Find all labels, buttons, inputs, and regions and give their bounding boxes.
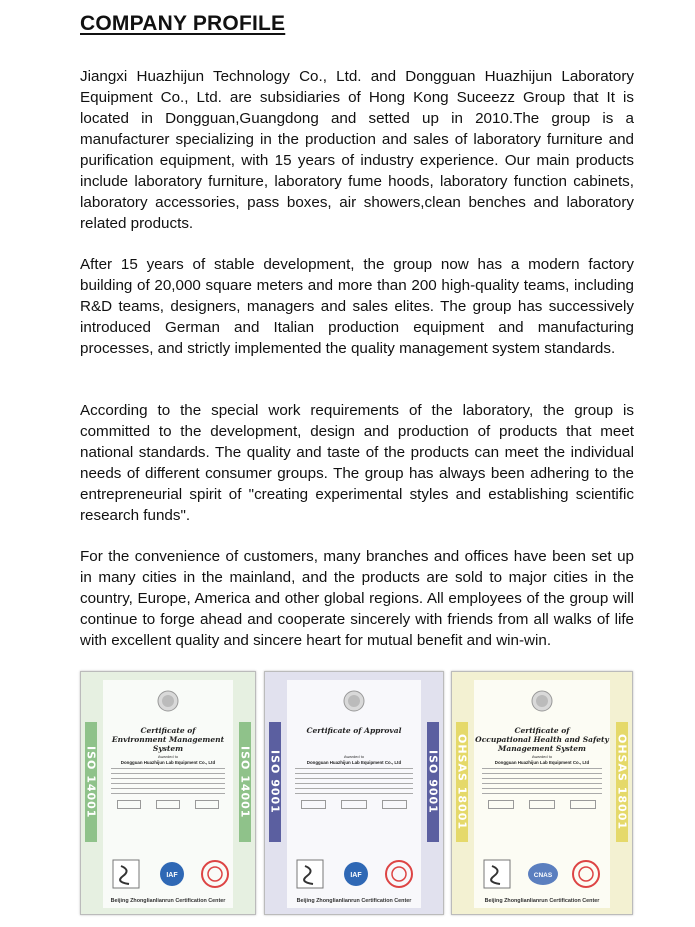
certificate-footer: Beijing Zhonglianlianrun Certification Center (296, 898, 412, 904)
certificate-seal-icon (343, 690, 365, 712)
certificate-awarded: Awarded to (157, 754, 179, 759)
certificate-body (287, 680, 421, 908)
certificate-footer: Beijing Zhonglianlianrun Certification Center (484, 898, 600, 904)
certificate-date-boxes (301, 800, 407, 814)
development-paragraph: After 15 years of stable development, the group now has a modern factory building of 20,000 square meters and more than 200 high-quality teams, including R&D teams, designers, managers and sales elites. The group has successively introduced German and Italian production equipment and manufacturing processes, and strictly implemented the quality management system standards. (80, 256, 634, 357)
certificate-seal-icon (531, 690, 553, 712)
certificate-company: Dongguan Huazhijun Lab Equipment Co., Ltd (120, 760, 216, 765)
certificate-side-band: ISO 9001 (427, 722, 439, 842)
red-seal-icon (386, 861, 412, 887)
certificate-logos (107, 858, 237, 892)
certificate-title: Certificate of Approval (306, 726, 402, 735)
page-title: COMPANY PROFILE (80, 12, 286, 35)
svg-text:IAF: IAF (350, 872, 362, 879)
certificate-awarded: Awarded to (343, 754, 365, 759)
certificate-side-band: OHSAS 18001 (456, 722, 468, 842)
certificate-date-boxes (117, 800, 219, 814)
commitment-paragraph: According to the special work requirements of the laboratory, the group is committed to the development, design and production of products that meet national standards. The quality and taste of the products can meet the individual needs of different consumer groups. The group has always been adhering to the entrepreneurial spirit of "creating experimental styles and establishing scientific research funds". (80, 402, 634, 524)
certificate-body (474, 680, 610, 908)
certificate-title: Certificate of Environment Management System (111, 726, 225, 753)
certificate-iso-9001 (264, 671, 444, 915)
branches-paragraph: For the convenience of customers, many branches and offices have been set up in many cities in the mainland, and the products are sold to major cities in the country, Europe, America and other global regions. All employees of the group will continue to forge ahead and cooperate sincerely with friends from all walks of life with excellent quality and sincere heart for mutual benefit and win-win. (80, 548, 634, 649)
certificate-awarded: Awarded to (531, 754, 553, 759)
certificate-title: Certificate of Occupational Health and Safety Management System (475, 726, 609, 753)
certificate-side-band: ISO 14001 (85, 722, 97, 842)
intro-paragraph: Jiangxi Huazhijun Technology Co., Ltd. and Dongguan Huazhijun Laboratory Equipment Co., Ltd. are subsidiaries of Hong Kong Suceezz Group that It is located in Dongguan,Guangdong and setted up in 2010.The group is a manufacturer specializing in the production and sales of laboratory furniture and purification equipment, with 15 years of industry experience. Our main products include laboratory furniture, laboratory fume hoods, laboratory function cabinets, laboratory accessories, pass boxes, air showers,clean benches and laboratory related products. (80, 68, 634, 232)
certificate-seal-icon (157, 690, 179, 712)
certificate-body (103, 680, 233, 908)
certificate-iso-14001 (80, 671, 256, 915)
certificate-footer: Beijing Zhonglianlianrun Certification Center (110, 898, 226, 904)
certificate-side-band: OHSAS 18001 (616, 722, 628, 842)
certificate-side-band: ISO 14001 (239, 722, 251, 842)
svg-text:IAF: IAF (166, 872, 178, 879)
certificate-company: Dongguan Huazhijun Lab Equipment Co., Ltd (494, 760, 590, 765)
certificate-ohsas-18001 (451, 671, 633, 915)
certificate-logos (291, 858, 421, 892)
certificate-company: Dongguan Huazhijun Lab Equipment Co., Ltd (306, 760, 402, 765)
svg-text:CNAS: CNAS (533, 872, 553, 879)
red-seal-icon (202, 861, 228, 887)
red-seal-icon (573, 861, 599, 887)
certificate-date-boxes (488, 800, 596, 814)
certificate-side-band: ISO 9001 (269, 722, 281, 842)
certificate-logos (478, 858, 608, 892)
